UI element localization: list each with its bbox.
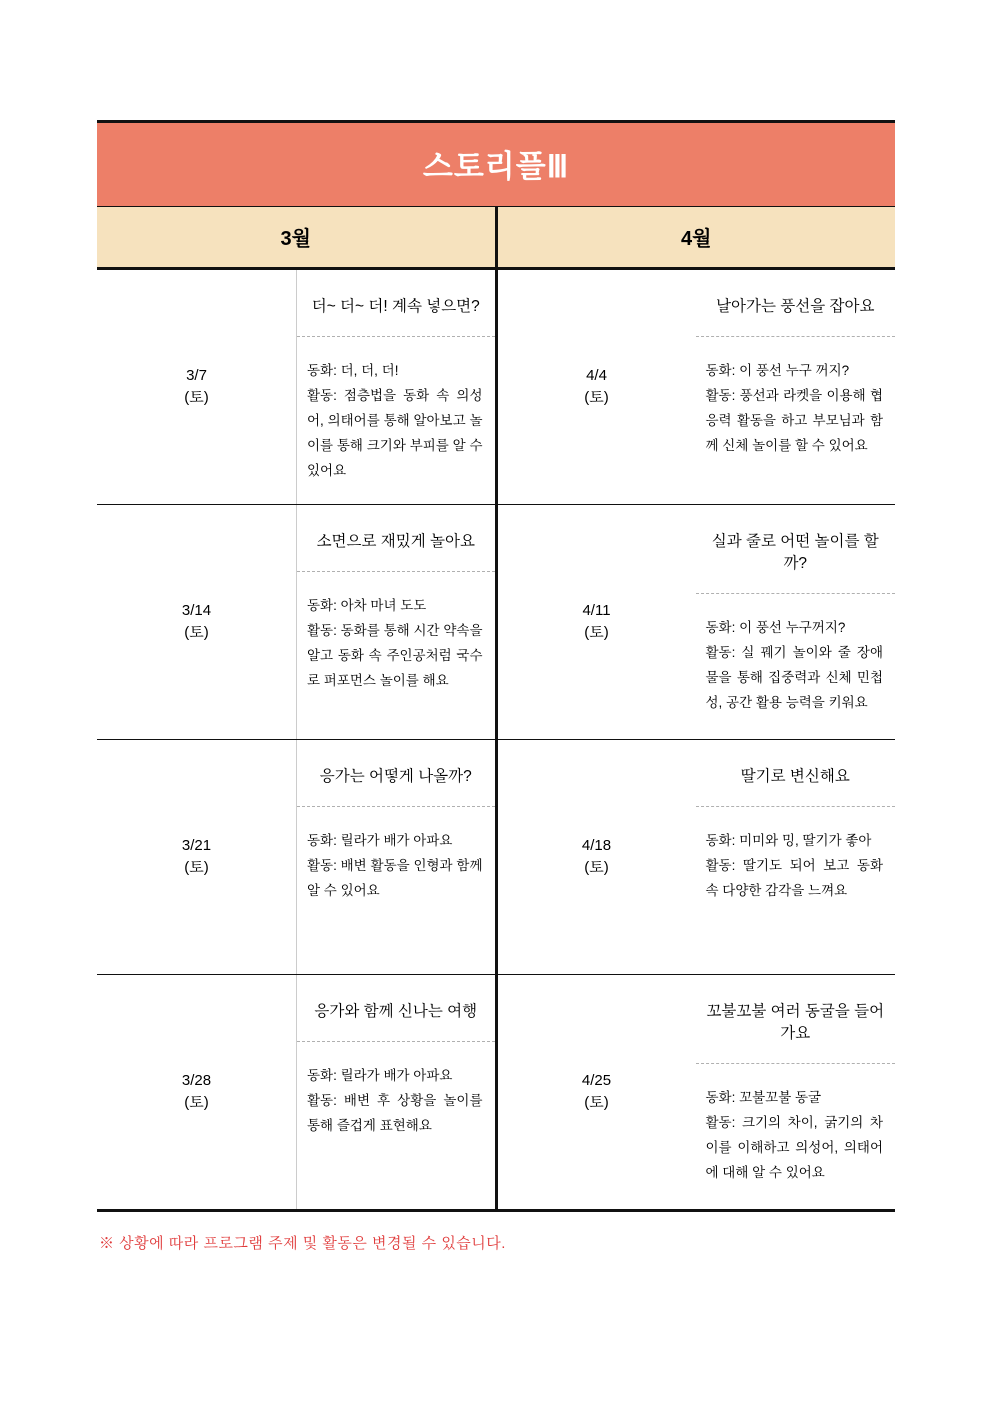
table-row <box>97 269 895 505</box>
date-cell <box>496 505 696 740</box>
session-topic: 날아가는 풍선을 잡아요 <box>696 270 896 337</box>
date-cell <box>496 269 696 505</box>
day-value: (토) <box>184 859 209 876</box>
day-value: (토) <box>184 1094 209 1111</box>
footnote: ※ 상황에 따라 프로그램 주제 및 활동은 변경될 수 있습니다. <box>99 1235 506 1252</box>
session-detail <box>696 337 896 504</box>
session-activity: 활동: 크기의 차이, 굵기의 차이를 이해하고 의성어, 의태어에 대해 알 수 있어요 <box>705 1114 883 1180</box>
day-value: (토) <box>184 389 209 406</box>
session-detail <box>297 572 495 739</box>
session-topic: 실과 줄로 어떤 놀이를 할까? <box>696 505 896 594</box>
session-detail <box>696 807 896 974</box>
session-activity: 활동: 딸기도 되어 보고 동화 속 다양한 감각을 느껴요 <box>705 857 883 898</box>
session-activity: 활동: 점층법을 동화 속 의성어, 의태어를 통해 알아보고 놀이를 통해 크기와 부피를 알 수 있어요 <box>307 387 483 478</box>
session-detail <box>696 1064 896 1209</box>
session-story: 동화: 이 풍선 누구꺼지? <box>705 620 846 635</box>
table-row <box>97 740 895 975</box>
session-cell <box>297 740 497 975</box>
session-story: 동화: 꼬불꼬불 동굴 <box>705 1090 822 1105</box>
program-schedule-document <box>97 120 895 1253</box>
session-topic: 딸기로 변신해요 <box>696 740 896 807</box>
session-detail <box>696 594 896 739</box>
day-value: (토) <box>184 624 209 641</box>
day-value: (토) <box>584 859 609 876</box>
date-value: 3/21 <box>181 837 212 855</box>
page-title: 스토리플Ⅲ <box>97 122 895 207</box>
session-detail <box>297 1042 495 1209</box>
session-topic: 응가와 함께 신나는 여행 <box>297 975 495 1042</box>
session-story: 동화: 아차 마녀 도도 <box>307 598 427 613</box>
month-header-april: 4월 <box>496 207 895 269</box>
session-story: 동화: 더, 더, 더! <box>307 363 399 378</box>
date-value: 4/11 <box>582 602 611 620</box>
session-activity: 활동: 실 꿰기 놀이와 줄 장애물을 통해 집중력과 신체 민첩성, 공간 활용 능력을 키워요 <box>705 644 883 710</box>
date-cell <box>97 269 297 505</box>
table-row <box>97 505 895 740</box>
session-cell <box>297 505 497 740</box>
session-cell <box>696 975 896 1211</box>
date-value: 3/14 <box>181 602 212 620</box>
session-topic: 꼬불꼬불 여러 동굴을 들어가요 <box>696 975 896 1064</box>
session-detail <box>297 337 495 504</box>
session-cell <box>297 269 497 505</box>
day-value: (토) <box>584 624 609 641</box>
month-header-row <box>97 207 895 269</box>
month-header-march: 3월 <box>97 207 496 269</box>
date-cell <box>97 975 297 1211</box>
date-cell <box>97 505 297 740</box>
session-topic: 응가는 어떻게 나올까? <box>297 740 495 807</box>
date-cell <box>496 740 696 975</box>
day-value: (토) <box>584 1094 609 1111</box>
date-value: 4/25 <box>581 1072 612 1090</box>
date-cell <box>97 740 297 975</box>
session-cell <box>696 505 896 740</box>
session-activity: 활동: 풍선과 라켓을 이용해 협응력 활동을 하고 부모님과 함께 신체 놀이를 할 수 있어요 <box>705 387 883 453</box>
session-activity: 활동: 배변 활동을 인형과 함께 알 수 있어요 <box>307 857 483 898</box>
date-value: 3/7 <box>186 367 207 385</box>
session-activity: 활동: 배변 후 상황을 놀이를 통해 즐겁게 표현해요 <box>307 1092 483 1133</box>
title-row <box>97 122 895 207</box>
date-value: 4/18 <box>581 837 612 855</box>
schedule-table <box>97 120 895 1212</box>
session-story: 동화: 릴라가 배가 아파요 <box>307 833 453 848</box>
session-cell <box>696 269 896 505</box>
session-story: 동화: 미미와 밍, 딸기가 좋아 <box>705 833 872 848</box>
session-cell <box>297 975 497 1211</box>
date-value: 4/4 <box>586 367 607 385</box>
session-cell <box>696 740 896 975</box>
day-value: (토) <box>584 389 609 406</box>
session-topic: 더~ 더~ 더! 계속 넣으면? <box>297 270 495 337</box>
date-value: 3/28 <box>181 1072 212 1090</box>
session-topic: 소면으로 재밌게 놀아요 <box>297 505 495 572</box>
session-story: 동화: 이 풍선 누구 꺼지? <box>705 363 850 378</box>
date-cell <box>496 975 696 1211</box>
session-activity: 활동: 동화를 통해 시간 약속을 알고 동화 속 주인공처럼 국수로 퍼포먼스 놀이를 해요 <box>307 622 483 688</box>
session-detail <box>297 807 495 974</box>
session-story: 동화: 릴라가 배가 아파요 <box>307 1068 453 1083</box>
table-row <box>97 975 895 1211</box>
